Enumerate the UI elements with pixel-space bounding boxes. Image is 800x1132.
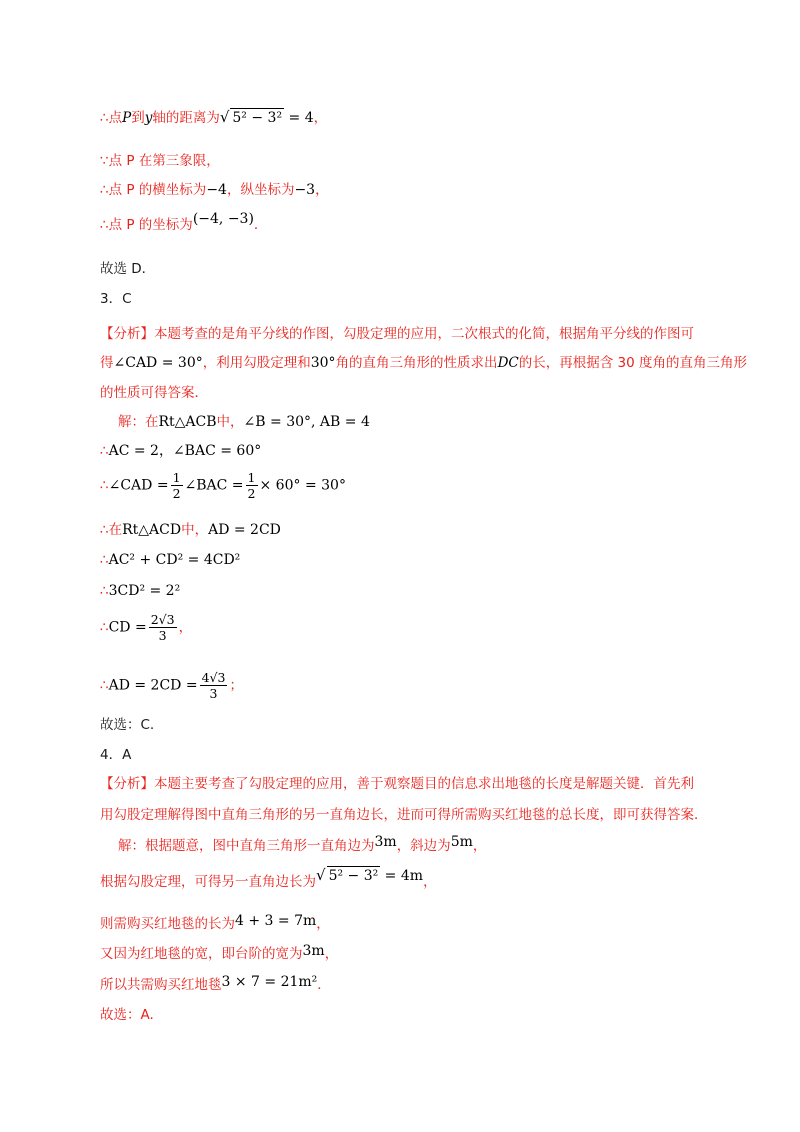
- text: ，: [315, 182, 329, 198]
- text: 解：根据题意，图中直角三角形一直角边为: [118, 838, 375, 854]
- math-expr: ∠CAD = 30°: [113, 355, 203, 371]
- question-3-number: 3．C: [100, 291, 132, 307]
- q4-analysis-line-2: 用勾股定理解得图中直角三角形的另一直角边长，进而可得所需购买红地毯的总长度，即可获得答案．: [100, 807, 708, 823]
- math-var: P: [122, 110, 132, 126]
- fraction-numerator: 2√3: [150, 612, 175, 627]
- math-expr: 3 × 7 = 21m²: [221, 974, 318, 990]
- q4-solution-4: [100, 945, 338, 963]
- text: 中，: [181, 522, 209, 538]
- therefore-symbol: ∴: [100, 443, 109, 459]
- q4-solution-3: [100, 915, 330, 933]
- text: ，纵坐标为: [226, 182, 295, 198]
- math-expr: (−4, −3): [192, 211, 254, 227]
- text: 根据勾股定理，可得另一直角边长为: [100, 874, 316, 890]
- math-expr: 4 + 3 = 7m: [235, 913, 317, 929]
- fraction: [200, 670, 228, 701]
- math-expr: Rt△ACD: [122, 522, 182, 538]
- math-expr: 5² − 3²: [232, 110, 283, 126]
- math-expr: −3: [294, 182, 316, 198]
- line-quadrant: ∵点 P 在第三象限，: [100, 153, 220, 169]
- math-expr: AC² + CD² = 4CD²: [108, 552, 241, 568]
- line-distance: [100, 108, 327, 127]
- math-expr: CD =: [108, 619, 147, 636]
- fraction-denominator: 2: [247, 486, 256, 501]
- q3-solution-4: [100, 521, 281, 539]
- text: ．: [317, 977, 331, 993]
- therefore-symbol: ∴: [100, 552, 109, 568]
- math-expr: 3CD² = 2²: [108, 583, 181, 599]
- fraction-numerator: 1: [172, 470, 181, 485]
- q3-solution-6: [100, 582, 180, 600]
- text: ，: [313, 110, 328, 126]
- math-expr: 5m: [450, 834, 473, 850]
- text: ，: [423, 874, 437, 890]
- question-4-number: 4．A: [100, 747, 132, 763]
- text: 到: [131, 110, 145, 126]
- text: 中，: [216, 414, 244, 430]
- text: ，: [178, 619, 193, 636]
- math-expr: ∠CAD =: [108, 477, 169, 494]
- q3-analysis-line-3: 的性质可得答案．: [100, 385, 208, 401]
- therefore-symbol: ∴: [100, 677, 109, 694]
- q3-solution-5: [100, 551, 240, 569]
- math-expr: = 4m: [380, 868, 424, 884]
- line-point-coord: [100, 211, 268, 234]
- q3-analysis-line-2: [100, 354, 747, 372]
- fraction-denominator: 3: [209, 686, 218, 701]
- line-choose-d: 故选 D．: [100, 261, 156, 277]
- fraction: [246, 470, 258, 501]
- text: 所以共需购买红地毯: [100, 977, 222, 993]
- text: ∴点: [100, 110, 123, 126]
- text: ，斜边为: [396, 838, 451, 854]
- line-coordinates: [100, 181, 329, 199]
- text: 角的直角三角形的性质求出: [335, 355, 498, 371]
- math-expr: AD = 2CD =: [108, 677, 198, 694]
- q4-solution-1: [118, 834, 487, 855]
- q3-answer: 故选：C.: [100, 717, 155, 733]
- text: ∴在: [100, 522, 123, 538]
- text: 轴的距离为: [152, 110, 220, 126]
- math-expr: AC = 2，∠BAC = 60°: [108, 443, 262, 459]
- fraction: [149, 612, 177, 643]
- text: ，: [316, 916, 330, 932]
- fraction-numerator: 1: [247, 470, 256, 485]
- text: 的长，再根据含 30 度角的直角三角形: [518, 355, 747, 371]
- text: ；: [229, 677, 243, 694]
- therefore-symbol: ∴: [100, 477, 109, 494]
- q3-solution-8: [100, 670, 243, 701]
- text: ，: [472, 838, 487, 854]
- math-expr: −4: [206, 182, 227, 198]
- math-expr: 30°: [310, 355, 336, 371]
- q3-analysis-line-1: 【分析】本题考查的是角平分线的作图，勾股定理的应用，二次根式的化简，根据角平分线的作图可: [100, 326, 694, 342]
- math-expr: 3m: [374, 834, 397, 850]
- q4-solution-5: [100, 976, 331, 994]
- therefore-symbol: ∴: [100, 619, 109, 636]
- math-expr: ∠BAC =: [184, 477, 244, 494]
- math-expr: ∠B = 30°, AB = 4: [243, 414, 370, 430]
- sqrt-symbol: √: [316, 866, 326, 884]
- math-expr: DC: [497, 355, 519, 371]
- text: 解：在: [118, 414, 159, 430]
- sqrt-symbol: √: [219, 108, 230, 126]
- text: ，利用勾股定理和: [202, 355, 311, 371]
- q4-analysis-line-1: 【分析】本题主要考查了勾股定理的应用，善于观察题目的信息求出地毯的长度是解题关键．首先利: [100, 776, 694, 792]
- q3-solution-2: [100, 442, 261, 460]
- math-expr: AD = 2CD: [208, 522, 281, 538]
- text: ，: [324, 946, 339, 962]
- fraction-denominator: 2: [172, 486, 181, 501]
- math-var: y: [144, 110, 153, 126]
- q3-solution-7: [100, 612, 192, 643]
- math-expr: 5² − 3²: [328, 868, 379, 884]
- text: 又因为红地毯的宽，即台阶的宽为: [100, 946, 303, 962]
- therefore-symbol: ∴: [100, 583, 109, 599]
- q3-solution-1: [118, 413, 370, 431]
- q4-answer: 故选：A.: [100, 1007, 154, 1023]
- text: ∴点 P 的横坐标为: [100, 182, 207, 198]
- math-expr: × 60° = 30°: [259, 477, 346, 494]
- q3-solution-3: [100, 470, 346, 501]
- q4-solution-2: [100, 866, 437, 891]
- text: 得: [100, 355, 114, 371]
- text: ．: [253, 217, 268, 233]
- fraction: [171, 470, 183, 501]
- math-expr: Rt△ACB: [158, 414, 217, 430]
- fraction-denominator: 3: [158, 628, 167, 643]
- math-expr: 3m: [302, 943, 325, 959]
- math-expr: = 4: [284, 110, 314, 126]
- fraction-numerator: 4√3: [201, 670, 226, 685]
- text: ∴点 P 的坐标为: [100, 217, 193, 233]
- text: 则需购买红地毯的长为: [100, 916, 235, 932]
